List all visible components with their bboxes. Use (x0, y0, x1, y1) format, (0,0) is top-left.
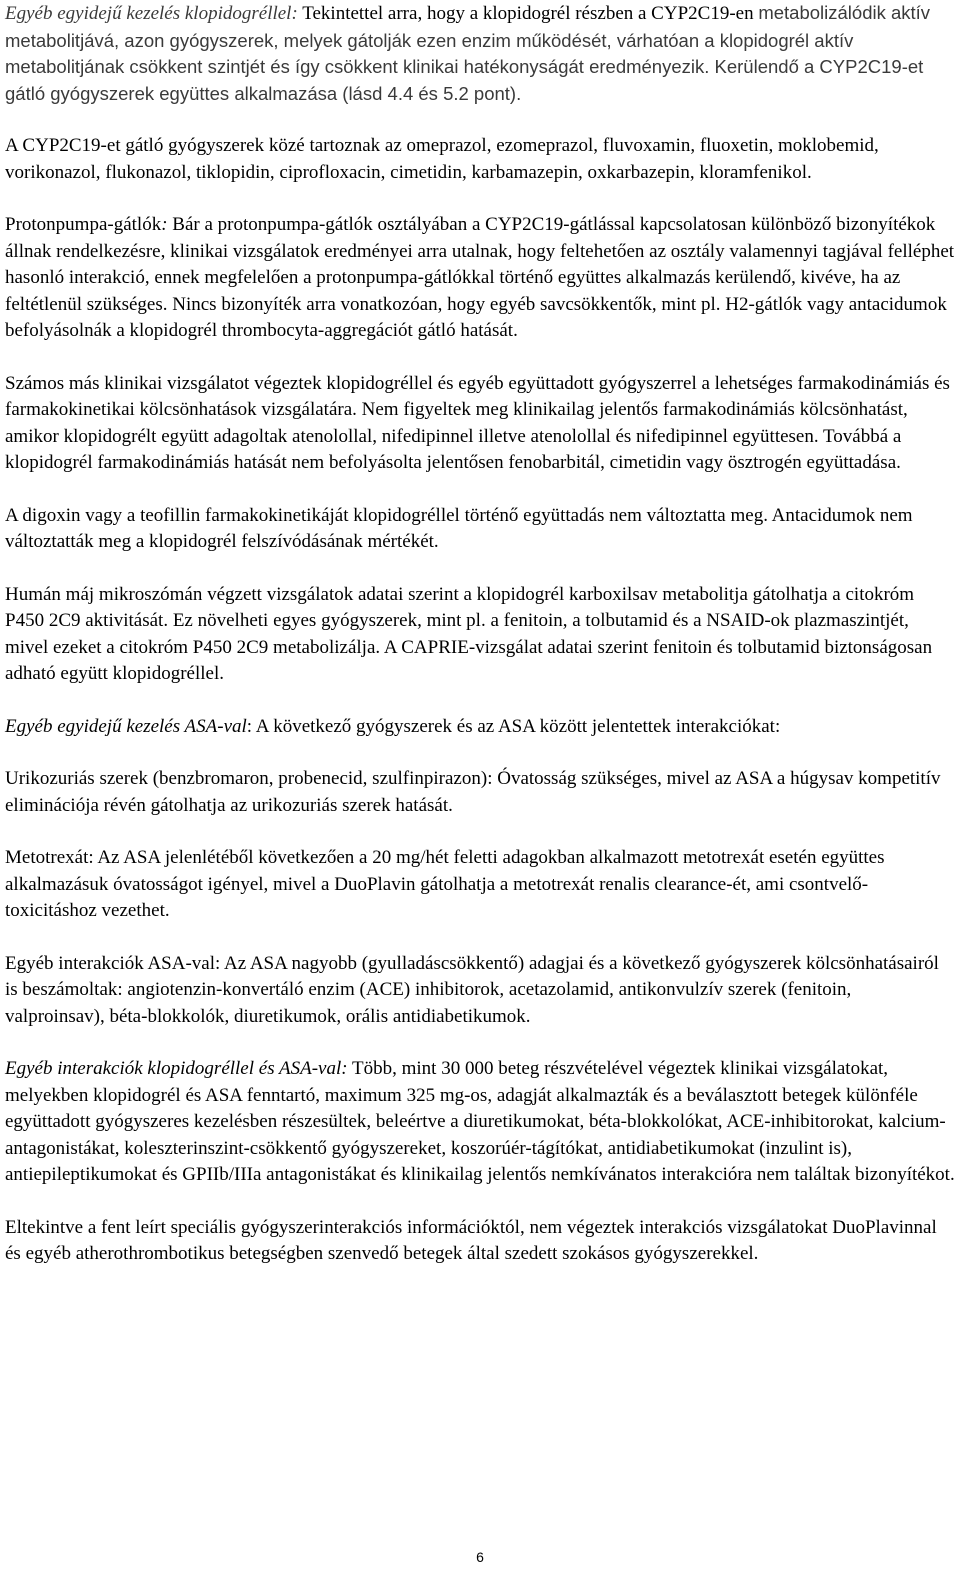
paragraph-text: Tekintettel arra, hogy a klopidogrél részben a CYP2C19-en (297, 3, 759, 24)
paragraph-methotrexate: Metotrexát: Az ASA jelenlétéből következően a 20 mg/hét feletti adagokban alkalmazott metotrexát esetén együttes alkalmazásuk óvatosságot igényel, mivel a DuoPlavin gátolhatja a metotrexát renalis clearance-ét, ami csontvelő-toxicitáshoz vezethet. (5, 847, 885, 921)
paragraph-other-clinical-studies: Számos más klinikai vizsgálatot végeztek klopidogréllel és egyéb együttadott gyógyszerrel a lehetséges farmakodinámiás és farmakokinetikai kölcsönhatások vizsgálatára. Nem figyeltek meg klinikailag jelentős farmakodinámiás kölcsönhatást, amikor klopidogrélt együtt adagoltak atenolollal, nifedipinnel illetve atenolollal és nifedipinnel együttesen. Továbbá a klopidogrél farmakodinámiás hatását nem befolyásolta jelentősen fenobarbitál, cimetidin vagy ösztrogén együttadása. (5, 372, 950, 473)
paragraph-text: Több, mint 30 000 beteg részvételével végeztek klinikai vizsgálatokat, melyekben klopidogrél és ASA fenntartó, maximum 325 mg-os, adagját alkalmazták és a beválasztott betegek különféle együttadott gyógyszeres kezelésben részesültek, beleértve a diuretikumokat, béta-blokkolókat, ACE-inhibitorokat, kalcium-antagonistákat, koleszterinszint-csökkentő gyógyszereket, koszorúér-tágítókat, antidiabetikumokat (inzulint is), antiepileptikumokat és GPIIb/IIIa antagonistákat és klinikailag jelentős nemkívánatos interakcióra nem találtak bizonyítékot. (5, 1058, 955, 1185)
paragraph-text: Bár a protonpumpa-gátlók osztályában a CYP2C19-gátlással kapcsolatosan különböző bizonyítékok állnak rendelkezésre, klinikai vizsgálatok eredményei arra utalnak, hogy feltehetően az osztály valamennyi tagjával felléphet hasonló interakció, ennek megfelelően a protonpumpa-gátlókkal történő együttes alkalmazás kerülendő, kivéve, ha az feltétlenül szükséges. Nincs bizonyíték arra vonatkozóan, hogy egyéb savcsökkentők, mint pl. H2-gátlók vagy antacidumok befolyásolnák a klopidogrél thrombocyta-aggregációt gátló hatását. (5, 214, 955, 341)
paragraph-cyp2c9: Humán máj mikroszómán végzett vizsgálatok adatai szerint a klopidogrél karboxilsav metabolitja gátolhatja a citokróm P450 2C9 aktivitását. Ez növelheti egyes gyógyszerek, mint pl. a fenitoin, a tolbutamid és a NSAID-ok plazmaszintjét, mivel ezeket a citokróm P450 2C9 metabolizálja. A CAPRIE-vizsgálat adatai szerint fenitoin és tolbutamid biztonságosan adható együtt klopidogréllel. (5, 583, 933, 684)
paragraph-text: : A következő gyógyszerek és az ASA között jelentettek interakciókat: (246, 715, 781, 737)
paragraph-clopidogrel-concomitant (5, 0, 955, 107)
document-page (5, 0, 955, 1294)
paragraph-lead-colon: : (161, 214, 168, 235)
paragraph-proton-pump-inhibitors (5, 212, 955, 345)
paragraph-uricosuric-agents: Urikozuriás szerek (benzbromaron, probenecid, szulfinpirazon): Óvatosság szükséges, mivel az ASA a húgysav kompetitív eliminációja révén gátolhatja az urikozuriás szerek hatását. (5, 768, 941, 816)
paragraph-cyp2c19-inhibitors: A CYP2C19-et gátló gyógyszerek közé tartoznak az omeprazol, ezomeprazol, fluvoxamin, fluoxetin, moklobemid, vorikonazol, flukonazol, tiklopidin, ciprofloxacin, cimetidin, karbamazepin, oxkarbazepin, kloramfenikol. (5, 135, 879, 183)
paragraph-lead: Protonpumpa-gátlók (5, 214, 162, 235)
paragraph-no-further-studies: Eltekintve a fent leírt speciális gyógyszerinterakciós információktól, nem végeztek interakciós vizsgálatokat DuoPlavinnal és egyéb atherothrombotikus betegségben szenvedő betegek által szedett szokásos gyógyszerekkel. (5, 1216, 937, 1264)
paragraph-lead-italic: Egyéb interakciók klopidogréllel és ASA-val: (5, 1058, 348, 1079)
paragraph-text-sans: metabolizálódik aktív metabolitjává, azon gyógyszerek, melyek gátolják ezen enzim működését, várhatóan a klopidogrél aktív metabolitjának csökkent szintjét és így csökkent klinikai hatékonyságát eredményezik. Kerülendő a CYP2C19-et gátló gyógyszerek együttes alkalmazása (lásd 4.4 és 5.2 pont). (5, 2, 931, 104)
paragraph-digoxin-theophylline: A digoxin vagy a teofillin farmakokinetikáját klopidogréllel történő együttadás nem változtatta meg. Antacidumok nem változtatták meg a klopidogrél felszívódásának mértékét. (5, 504, 913, 552)
page-number: 6 (476, 1549, 484, 1565)
paragraph-lead-italic: Egyéb egyidejű kezelés ASA-val (5, 715, 247, 737)
paragraph-clopidogrel-asa-interactions (5, 1056, 955, 1189)
paragraph-other-asa-interactions: Egyéb interakciók ASA-val: Az ASA nagyobb (gyulladáscsökkentő) adagjai és a következő gyógyszerek kölcsönhatásairól is beszámoltak: angiotenzin-konvertáló enzim (ACE) inhibitorok, acetazolamid, antikonvulzív szerek (fenitoin, valproinsav), béta-blokkolók, diuretikumok, orális antidiabetikumok. (5, 952, 939, 1027)
paragraph-lead-italic: Egyéb egyidejű kezelés klopidogréllel: (5, 3, 298, 24)
paragraph-asa-concomitant (5, 714, 955, 741)
